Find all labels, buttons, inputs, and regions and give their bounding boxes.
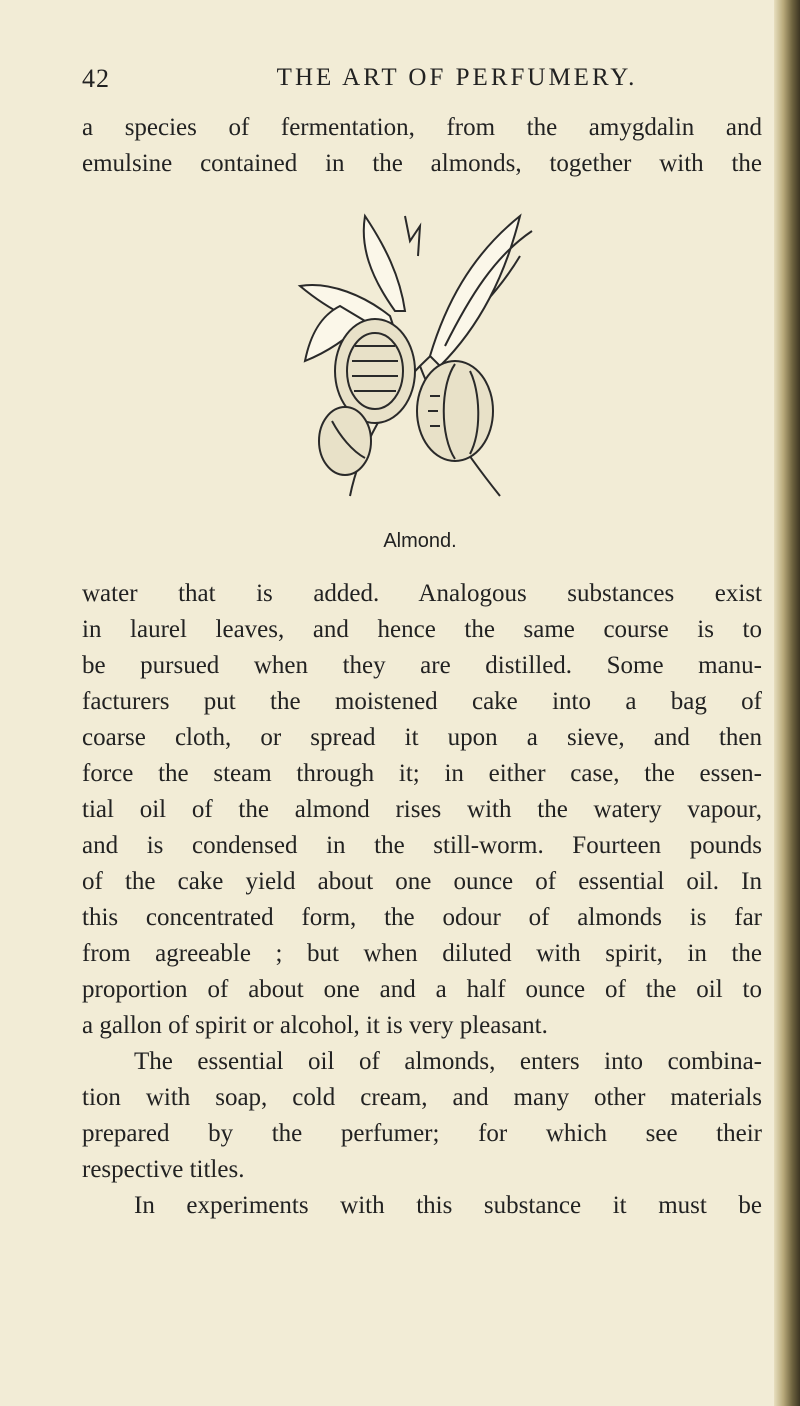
text-line: a gallon of spirit or alcohol, it is very pleasant.	[82, 1012, 548, 1039]
paragraph-top	[82, 110, 762, 182]
page-edge-shadow	[774, 0, 800, 1406]
text-line: water that is added. Analogous substances exist	[82, 580, 762, 607]
text-line: coarse cloth, or spread it upon a sieve, and then	[82, 724, 762, 751]
page-header	[82, 64, 762, 104]
paragraph-main	[82, 576, 762, 1224]
running-title: THE ART OF PERFUMERY.	[276, 64, 638, 91]
text-line: this concentrated form, the odour of almonds is far	[82, 904, 762, 931]
text-line: a species of fermentation, from the amygdalin and	[82, 114, 762, 141]
text-line: respective titles.	[82, 1156, 245, 1183]
text-line: in laurel leaves, and hence the same course is to	[82, 616, 762, 643]
text-line: of the cake yield about one ounce of essential oil. In	[82, 868, 762, 895]
text-line: from agreeable ; but when diluted with spirit, in the	[82, 940, 762, 967]
almond-illustration	[270, 196, 570, 536]
text-line: tial oil of the almond rises with the watery vapour,	[82, 796, 762, 823]
text-line: The essential oil of almonds, enters into combina-	[134, 1048, 762, 1075]
text-line: force the steam through it; in either case, the essen-	[82, 760, 762, 787]
text-line: be pursued when they are distilled. Some manu-	[82, 652, 762, 679]
text-line: proportion of about one and a half ounce of the oil to	[82, 976, 762, 1003]
page-number: 42	[82, 64, 110, 93]
text-line: facturers put the moistened cake into a bag of	[82, 688, 762, 715]
text-line: prepared by the perfumer; for which see their	[82, 1120, 762, 1147]
text-line: and is condensed in the still-worm. Fourteen pounds	[82, 832, 762, 859]
text-line: In experiments with this substance it must be	[134, 1192, 762, 1219]
figure-caption: Almond.	[383, 530, 457, 552]
text-line: emulsine contained in the almonds, together with the	[82, 150, 762, 177]
text-line: tion with soap, cold cream, and many other materials	[82, 1084, 762, 1111]
